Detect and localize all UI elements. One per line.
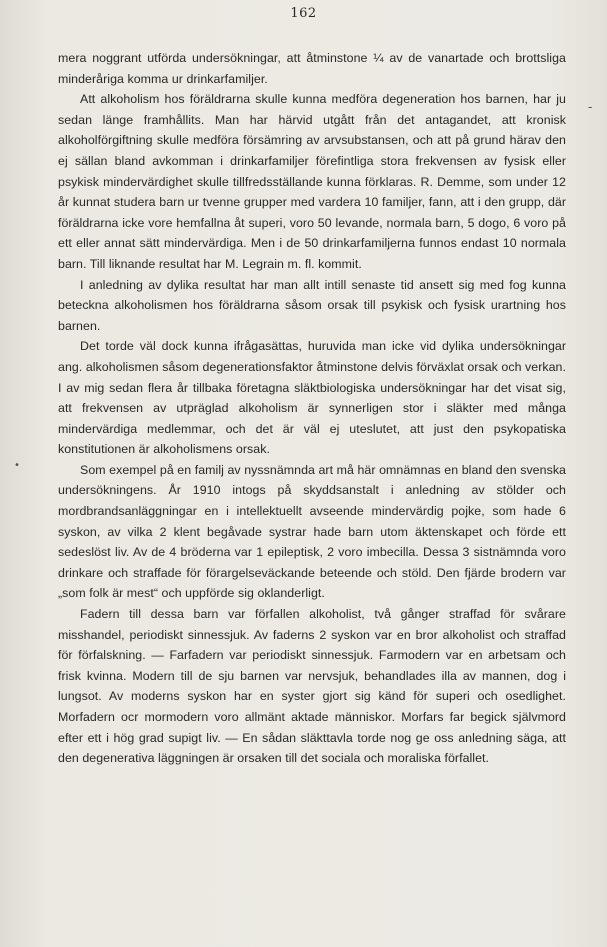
margin-dot-mark: •: [14, 460, 20, 471]
paragraph-continuation: mera noggrant utförda undersökningar, att åtminstone ¼ av de vanartade och brottsliga minderåriga komma ur drinkarfamiljer.: [58, 51, 566, 86]
paragraph: Som exempel på en familj av nyssnämnda art må här omnämnas en bland den svenska undersökningens. År 1910 intogs på skyddsanstalt i anledning av stölder och mordbrandsanläggningar en i intellektuellt avseende mindervärdig pojke, som hade 6 syskon, av vilka 2 klent begåvade systrar hade barn utom äktenskapet och förde ett sedeslöst liv. Av de 4 bröderna var 1 epileptisk, 2 voro imbecilla. Dessa 3 sistnämnda voro drinkare och straffade för förargelseväckande beteende och stöld. Den fjärde brodern var „som folk är mest“ och uppförde sig oklanderligt.: [58, 462, 566, 601]
page-number: 162: [290, 6, 317, 21]
paragraph: I anledning av dylika resultat har man allt intill senaste tid ansett sig med fog kunna beteckna alkoholismen hos föräldrarna såsom orsak till psykisk och fysisk urartning hos barnen.: [58, 277, 566, 333]
paragraph: Att alkoholism hos föräldrarna skulle kunna medföra degeneration hos barnen, har ju sedan länge framhållits. Man har härvid utgått från det antagandet, att kronisk alkoholförgiftning skulle medföra försämring av arvsubstansen, och att på grund härav den ej sällan bland avkomman i drinkarfamiljer förefintliga stora frekvensen av fysisk eller psykisk mindervärdighet skulle tillfredsställande kunna förklaras. R. Demme, som under 12 år kunnat studera barn ur tvenne grupper med vardera 10 familjer, fann, att i den grupp, där föräldrarna icke vore hemfallna åt superi, voro 50 levande, normala barn, 5 dogo, 6 voro på ett eller annat sätt mindervärdiga. Men i de 50 drinkarfamiljerna funnos endast 10 normala barn. Till liknande resultat har M. Legrain m. fl. kommit.: [58, 92, 566, 271]
body-text: [58, 48, 566, 769]
margin-dash-mark: -: [588, 100, 593, 114]
paragraph: Fadern till dessa barn var förfallen alkoholist, två gånger straffad för svårare misshandel, periodiskt sinnessjuk. Av faderns 2 syskon var en bror alkoholist och straffad för förfalskning. — Farfadern var periodiskt sinnessjuk. Farmodern var en arbetsam och frisk kvinna. Modern till de sju barnen var nervsjuk, behandlades illa av mannen, dog i lungsot. Av moderns syskon har en syster gjort sig känd för superi och osedlighet. Morfadern ocr mormodern voro allmänt aktade människor. Morfars far begick självmord efter ett i hög grad supigt liv. — En sådan släkttavla torde nog ge oss anledning säga, att den degenerativa läggningen är orsaken till det sociala och moraliska förfallet.: [58, 607, 566, 766]
paragraph: Det torde väl dock kunna ifrågasättas, huruvida man icke vid dylika undersökningar ang. alkoholismen såsom degenerationsfaktor åtminstone delvis förväxlat orsak och verkan. I av mig sedan flera år tillbaka företagna släktbiologiska undersökningar har det visat sig, att frekvensen av utpräglad alkoholism är synnerligen stor i släkter med många mindervärdiga medlemmar, och det är väl ej uteslutet, att just den psykopatiska konstitutionen är alkoholismens orsak.: [58, 339, 566, 457]
